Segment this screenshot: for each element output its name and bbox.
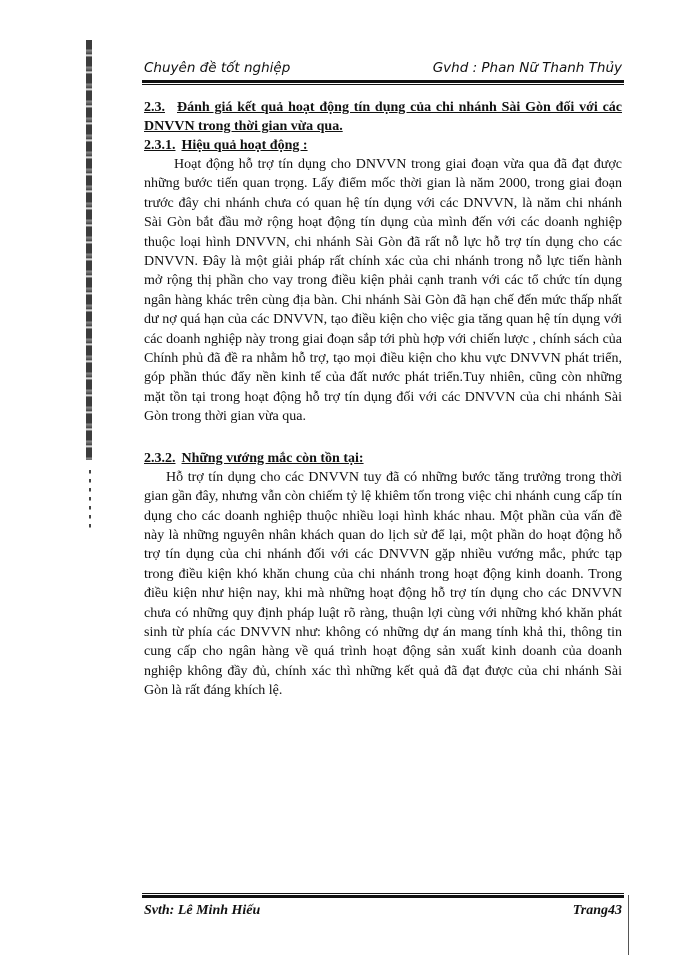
scan-corner-artifact	[628, 895, 629, 955]
header-advisor: Gvhd : Phan Nữ Thanh Thủy	[432, 60, 622, 76]
footer-page-number: Trang43	[572, 903, 622, 918]
subsection-1-heading	[144, 136, 622, 155]
section-gap	[144, 427, 622, 449]
page-content	[144, 98, 622, 701]
footer-student: Svth: Lê Minh Hiếu	[144, 903, 261, 918]
subsection-2-heading	[144, 449, 622, 468]
subsection-1-title: Hiệu quả hoạt động :	[181, 138, 308, 153]
subsection-2-number: 2.3.2.	[144, 450, 176, 466]
subsection-1-number: 2.3.1.	[144, 138, 176, 153]
section-title: Đánh giá kết quả hoạt động tín dụng của chi nhánh Sài Gòn đối với các DNVVN trong thời gian vừa qua.	[144, 100, 622, 134]
footer-rule	[142, 893, 624, 898]
page-footer	[144, 903, 622, 925]
scan-edge-artifact	[86, 40, 92, 460]
subsection-2-paragraph: Hỗ trợ tín dụng cho các DNVVN tuy đã có những bước tăng trưởng trong thời gian gần đây, nhưng vẫn còn chiếm tỷ lệ khiêm tốn trong việc chi nhánh cung cấp tín dụng cho các doanh nghiệp thuộc nhiều loại hình khác nhau. Một phần của vấn đề này là những nguyên nhân khách quan do lịch sử để lại, một phần do hoạt động hỗ trợ tín dụng của chi nhánh đối với các DNVVN gặp nhiều vướng mắc, phức tạp trong điều kiện khó khăn chung của chi nhánh trong hoạt động kinh doanh. Trong điều kiện như hiện nay, khi mà những hoạt động hỗ trợ tín dụng cho các DNVVN chưa có những quy định pháp luật rõ ràng, thuận lợi cùng với những khó khăn phát sinh từ phía các DNVVN như: không có những dự án mang tính khả thi, thông tin cung cấp cho ngân hàng về quá trình hoạt động sản xuất kinh doanh của doanh nghiệp không đầy đủ, chính xác thì những kết quả đã đạt được của chi nhánh Sài Gòn là rất đáng khích lệ.	[144, 469, 622, 699]
header-rule	[142, 80, 624, 85]
header-course-title: Chuyên đề tốt nghiệp	[144, 60, 291, 76]
scan-edge-artifact-lower	[89, 470, 91, 530]
section-number: 2.3.	[144, 100, 165, 115]
section-heading	[144, 98, 622, 136]
subsection-1-paragraph: Hoạt động hỗ trợ tín dụng cho DNVVN trong giai đoạn vừa qua đã đạt được những bước tiến quan trọng. Lấy điểm mốc thời gian là năm 2000, trong giai đoạn trước đây chi nhánh chưa có quan hệ tín dụng với các DNVVN, là năm chi nhánh Sài Gòn bắt đầu mở rộng hoạt động tín dụng của mình đến với các doanh nghiệp thuộc loại hình DNVVN, chi nhánh Sài Gòn đã rất nỗ lực hỗ trợ tín dụng cho các DNVVN. Đây là một giải pháp rất chính xác của chi nhánh trong nỗ lực tiến hành mở rộng thị phần cho vay trong điều kiện phải cạnh tranh với các tổ chức tín dụng ngân hàng khác trên cùng địa bàn. Chi nhánh Sài Gòn đã hạn chế đến mức thấp nhất dư nợ quá hạn của các DNVVN, tạo điều kiện cho việc gia tăng quan hệ tín dụng với các doanh nghiệp này trong giai đoạn sắp tới phù hợp với chiến lược , chính sách của Chính phủ đã đề ra nhằm hỗ trợ, tạo mọi điều kiện cho khu vực DNVVN phát triển, góp phần thúc đẩy nền kinh tế của đất nước phát triển.Tuy nhiên, cũng còn những mặt tồn tại trong hoạt động hỗ trợ tín dụng đối với các DNVVN của chi nhánh Sài Gòn trong thời gian vừa qua.	[144, 157, 622, 425]
subsection-2-title: Những vướng mắc còn tồn tại:	[181, 450, 364, 466]
page-header	[144, 58, 622, 80]
